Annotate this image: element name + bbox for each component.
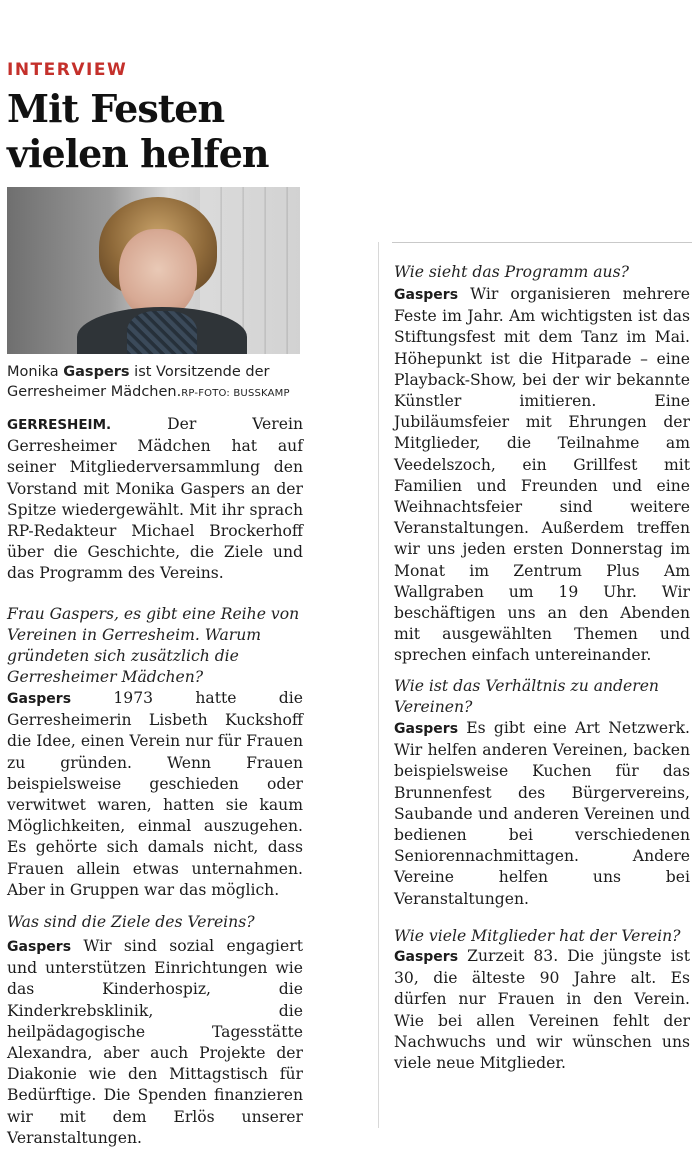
photo-caption: [7, 362, 304, 404]
photo-face: [119, 229, 197, 319]
answer-5-speaker: Gaspers: [394, 949, 459, 965]
question-4: Wie ist das Verhältnis zu anderen Vereinen?: [394, 677, 659, 716]
answer-1: [7, 688, 303, 901]
answer-2-text: Wir sind sozial engagiert und unterstützen Einrichtungen wie das Kinderhospiz, die Kinderkrebsklinik, die heilpädagogische Tagesstätte Alexandra, aber auch Projekte der Diakonie wie den Mittagstisch für Bedürftige. Die Spenden finanzieren wir mit dem Erlös unserer Veranstaltungen.: [7, 937, 303, 1147]
right-column-top-rule: [392, 242, 692, 243]
caption-post: ist Vorsitzende der Gerresheimer Mädchen.: [7, 364, 270, 400]
answer-1-speaker: Gaspers: [7, 691, 72, 707]
intro-paragraph: [7, 414, 303, 585]
caption-pre: Monika: [7, 364, 64, 380]
caption-name: Gaspers: [63, 364, 130, 380]
question-1: Frau Gaspers, es gibt eine Reihe von Vereinen in Gerresheim. Warum gründeten sich zusätzlich die Gerresheimer Mädchen?: [7, 605, 300, 686]
portrait-photo: [7, 187, 300, 354]
intro-text: Der Verein Gerresheimer Mädchen hat auf seiner Mitgliederversammlung den Vorstand mit Monika Gaspers an der Spitze wiedergewählt. Mit ihr sprach RP-Redakteur Michael Brockerhoff über die Geschichte, die Ziele und das Programm des Vereins.: [7, 415, 303, 583]
answer-4: [394, 718, 690, 910]
question-2: Was sind die Ziele des Vereins?: [7, 913, 255, 931]
article-headline: [7, 86, 307, 176]
photo-scarf: [127, 311, 197, 354]
headline-line-1: Mit Festen: [7, 86, 225, 131]
column-divider: [378, 242, 379, 1128]
answer-5: [394, 946, 690, 1074]
headline-line-2: vielen helfen: [7, 131, 269, 176]
answer-2-speaker: Gaspers: [7, 939, 72, 955]
photo-credit: RP-FOTO: BUSSKAMP: [181, 388, 290, 399]
answer-1-text: 1973 hatte die Gerresheimerin Lisbeth Kuckshoff die Idee, einen Verein nur für Frauen zu gründen. Wenn Frauen beispielsweise geschieden oder verwitwet waren, hatten sie kaum Möglichkeiten, einmal auszugehen. Es gehörte sich damals nicht, dass Frauen allein etwas unternahmen. Aber in Gruppen war das möglich.: [7, 689, 303, 899]
dateline: GERRESHEIM.: [7, 417, 112, 433]
answer-3-speaker: Gaspers: [394, 287, 459, 303]
article-kicker: INTERVIEW: [7, 60, 128, 80]
answer-3: [394, 284, 690, 667]
question-5: Wie viele Mitglieder hat der Verein?: [394, 927, 681, 945]
answer-3-text: Wir organisieren mehrere Feste im Jahr. Am wichtigsten ist das Stiftungsfest mit dem Tanz im Mai. Höhepunkt ist die Hitparade – eine Playback-Show, bei der wir bekannte Künstler imitieren. Eine Jubiläumsfeier mit Ehrungen der Mitglieder, die Teilnahme am Veedelszoch, ein Grillfest mit Familien und Freunden und eine Weihnachtsfeier sind weitere Veranstaltungen. Außerdem treffen wir uns jeden ersten Donnerstag im Monat im Zentrum Plus Am Wallgraben um 19 Uhr. Wir beschäftigen uns an den Abenden mit ausgewählten Themen und sprechen einfach untereinander.: [394, 285, 690, 665]
question-3: Wie sieht das Programm aus?: [394, 263, 629, 281]
answer-2: [7, 936, 303, 1149]
answer-4-text: Es gibt eine Art Netzwerk. Wir helfen anderen Vereinen, backen beispielsweise Kuchen für das Brunnenfest des Bürgervereins, Saubande und anderen Vereinen und bedienen bei verschiedenen Seniorennachmittagen. Andere Vereine helfen uns bei Veranstaltungen.: [394, 719, 690, 908]
answer-5-text: Zurzeit 83. Die jüngste ist 30, die älteste 90 Jahre alt. Es dürfen nur Frauen in den Verein. Wie bei allen Vereinen fehlt der Nachwuchs und wir wünschen uns viele neue Mitglieder.: [394, 947, 690, 1073]
answer-4-speaker: Gaspers: [394, 721, 459, 737]
